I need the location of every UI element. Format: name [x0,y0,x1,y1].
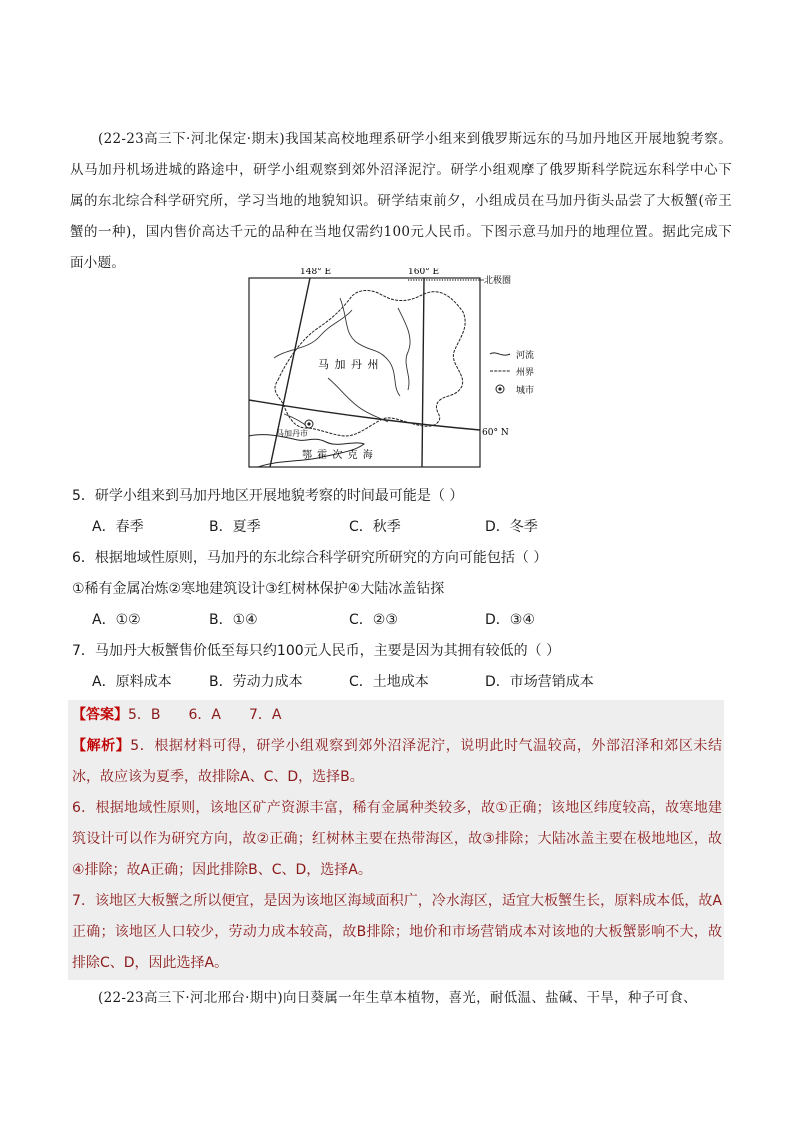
analysis-q5-text: 5．根据材料可得，研学小组观察到郊外沼泽泥泞，说明此时气温较高，外部沼泽和郊区未结冰，故应该为夏季，故排除A、C、D，选择B。 [72,738,722,785]
q7-option-a[interactable]: A．原料成本 [92,674,172,690]
intro-paragraph [70,124,732,279]
q7-option-d[interactable]: D．市场营销成本 [485,674,594,690]
q6-option-a[interactable]: A．①② [92,612,141,628]
answer-tag: 【答案】 [72,707,128,723]
question-6-stem: 6．根据地域性原则，马加丹的东北综合科学研究所研究的方向可能包括（ ） [72,550,548,566]
answer-text: 5．B 6．A 7．A [128,707,282,723]
sea-label: 鄂 霍 次 克 海 [302,450,374,461]
analysis-q6: 6．根据地域性原则，该地区矿产资源丰富，稀有金属种类较多，故①正确；该地区纬度较高，故寒地建筑设计可以作为研究方向，故②正确；红树林主要在热带海区，故③排除；大陆冰盖主要在极地地区，故④排除；故A正确；因此排除B、C、D，选择A。 [72,800,722,878]
legend-boundary-label: 州界 [516,368,535,378]
intro2-text: 向日葵属一年生草本植物，喜光，耐低温、盐碱、干旱，种子可食、 [282,990,697,1006]
legend-city-label: 城市 [516,386,535,396]
q5-option-c[interactable]: C．秋季 [349,519,401,535]
lat-60-label: 60° N [482,428,509,438]
question-6-options [92,610,732,630]
lon-148-label: 148° E [300,268,332,277]
question-7-stem: 7．马加丹大板蟹售价低至每只约100元人民币，主要是因为其拥有较低的（ ） [72,643,561,659]
analysis-tag: 【解析】 [72,738,131,754]
lon-160-label: 160° E [408,268,440,277]
answer-line [72,700,722,731]
question-7-options [92,672,732,692]
q6-option-d[interactable]: D．③④ [485,612,535,628]
question-6-statements: ①稀有金属冶炼②寒地建筑设计③红树林保护④大陆冰盖钻探 [72,581,445,597]
region-label: 马 加 丹 州 [318,358,380,371]
question-5-options [92,517,732,537]
legend-river-label: 河流 [516,351,535,361]
analysis-q5 [72,731,722,793]
intro2-source: (22-23高三下·河北邢台·期中) [98,990,283,1006]
magadan-location-map [248,268,548,470]
intro-paragraph-2 [70,983,732,1014]
river-line-icon [490,353,510,355]
magadan-city-label: 马加丹市 [276,429,308,438]
q5-option-b[interactable]: B．夏季 [209,519,261,535]
intro-source: (22-23高三下·河北保定·期末) [98,131,285,147]
map-frame [249,278,480,467]
analysis-q7: 7．该地区大板蟹之所以便宜，是因为该地区海域面积广，冷水海区，适宜大板蟹生长，原料成本低，故A正确；该地区人口较少，劳动力成本较高，故B排除；地价和市场营销成本对该地的大板蟹影响不大，故排除C、D，因此选择A。 [72,893,722,971]
q7-option-c[interactable]: C．土地成本 [349,674,429,690]
arctic-circle-label: 北极圈 [484,276,512,286]
intro-text: 我国某高校地理系研学小组来到俄罗斯远东的马加丹地区开展地貌考察。从马加丹机场进城的路途中，研学小组观察到郊外沼泽泥泞。研学小组观摩了俄罗斯科学院远东科学中心下属的东北综合科学研究所，学习当地的地貌知识。研学结束前夕，小组成员在马加丹街头品尝了大板蟹(帝王蟹的一种)，国内售价高达千元的品种在当地仅需约100元人民币。下图示意马加丹的地理位置。据此完成下面小题。 [70,131,732,271]
q6-option-c[interactable]: C．②③ [349,612,398,628]
q5-option-d[interactable]: D．冬季 [485,519,538,535]
question-5-stem: 5．研学小组来到马加丹地区开展地貌考察的时间最可能是（ ） [72,488,464,504]
q6-option-b[interactable]: B．①④ [209,612,258,628]
q7-option-b[interactable]: B．劳动力成本 [209,674,303,690]
q5-option-a[interactable]: A．春季 [92,519,144,535]
